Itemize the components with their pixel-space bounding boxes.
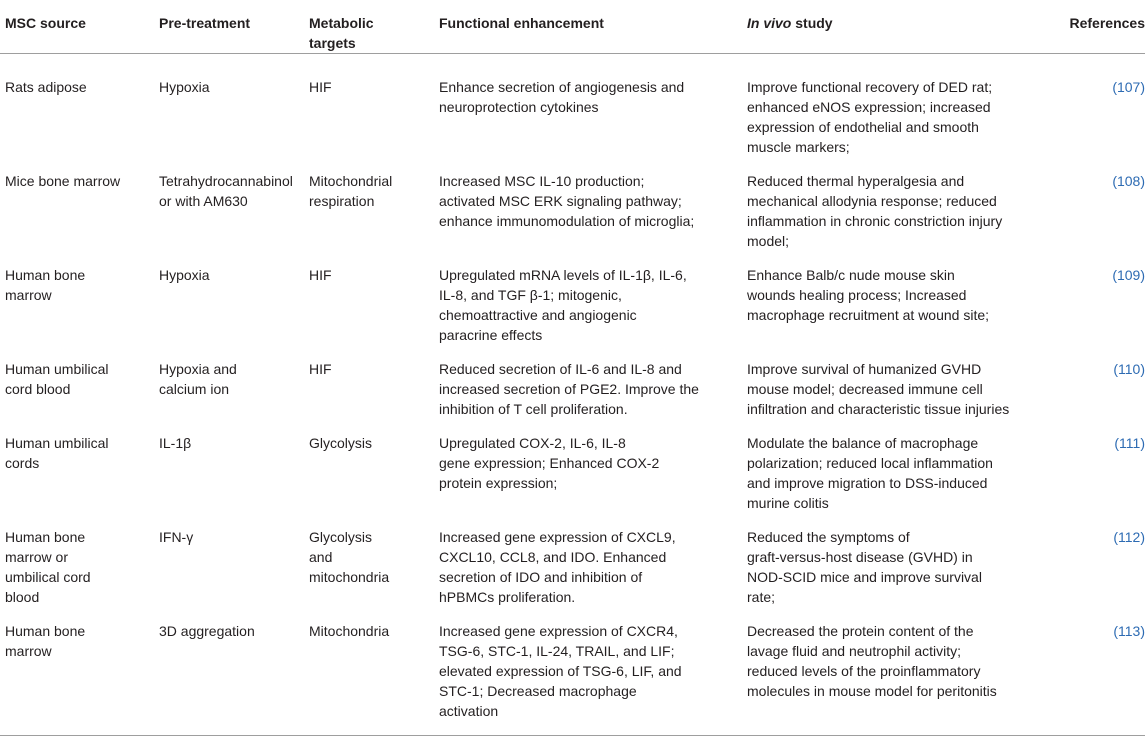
cell-metabolic-targets <box>309 253 439 347</box>
header-metabolic-targets-line1: Metabolic <box>309 15 374 31</box>
cell-line: polarization; reduced local inflammation <box>747 455 993 471</box>
cell-pre-treatment <box>159 421 309 515</box>
table-row <box>0 347 1145 421</box>
cell-pre-treatment <box>159 54 309 160</box>
cell-line: Human bone <box>5 529 86 545</box>
cell-line: IL-8, and TGF β-1; mitogenic, <box>439 287 622 303</box>
cell-in-vivo-study <box>747 609 1041 736</box>
cell-msc-source <box>0 421 159 515</box>
cell-line: enhanced eNOS expression; increased <box>747 99 991 115</box>
cell-pre-treatment <box>159 609 309 736</box>
cell-pre-treatment <box>159 347 309 421</box>
header-in-vivo-italic: In vivo <box>747 15 792 31</box>
cell-line: Hypoxia <box>159 267 210 283</box>
header-in-vivo-rest: study <box>791 15 833 31</box>
reference-link[interactable]: (107) <box>1112 79 1145 95</box>
reference-link[interactable]: (110) <box>1113 361 1145 377</box>
cell-functional-enhancement <box>439 609 747 736</box>
cell-metabolic-targets <box>309 54 439 160</box>
cell-line: Improve functional recovery of DED rat; <box>747 79 993 95</box>
cell-line: muscle markers; <box>747 139 850 155</box>
cell-line: activation <box>439 703 499 719</box>
reference-link[interactable]: (111) <box>1114 435 1145 451</box>
cell-line: umbilical cord <box>5 569 91 585</box>
cell-line: blood <box>5 589 40 605</box>
cell-line: inhibition of T cell proliferation. <box>439 401 628 417</box>
cell-line: Increased gene expression of CXCL9, <box>439 529 676 545</box>
cell-line: Mitochondrial <box>309 173 393 189</box>
cell-msc-source <box>0 347 159 421</box>
cell-metabolic-targets <box>309 609 439 736</box>
cell-line: Enhance secretion of angiogenesis and <box>439 79 685 95</box>
cell-line: calcium ion <box>159 381 230 397</box>
cell-functional-enhancement <box>439 421 747 515</box>
cell-msc-source <box>0 253 159 347</box>
cell-line: protein expression; <box>439 475 558 491</box>
cell-line: HIF <box>309 79 332 95</box>
cell-functional-enhancement <box>439 515 747 609</box>
cell-line: enhance immunomodulation of microglia; <box>439 213 695 229</box>
header-in-vivo-study <box>747 0 1041 54</box>
cell-line: respiration <box>309 193 375 209</box>
cell-line: cords <box>5 455 40 471</box>
cell-line: secretion of IDO and inhibition of <box>439 569 643 585</box>
cell-pre-treatment <box>159 159 309 253</box>
cell-functional-enhancement <box>439 347 747 421</box>
cell-line: hPBMCs proliferation. <box>439 589 576 605</box>
cell-in-vivo-study <box>747 54 1041 160</box>
cell-line: Human umbilical <box>5 361 109 377</box>
cell-line: Mitochondria <box>309 623 390 639</box>
cell-functional-enhancement <box>439 253 747 347</box>
cell-line: Upregulated mRNA levels of IL-1β, IL-6, <box>439 267 687 283</box>
cell-line: marrow <box>5 643 52 659</box>
table-row <box>0 253 1145 347</box>
cell-line: murine colitis <box>747 495 829 511</box>
cell-line: Human umbilical <box>5 435 109 451</box>
cell-line: activated MSC ERK signaling pathway; <box>439 193 682 209</box>
cell-line: TSG-6, STC-1, IL-24, TRAIL, and LIF; <box>439 643 675 659</box>
cell-line: paracrine effects <box>439 327 543 343</box>
cell-line: reduced levels of the proinflammatory <box>747 663 981 679</box>
cell-line: and improve migration to DSS-induced <box>747 475 988 491</box>
header-metabolic-targets <box>309 0 439 54</box>
cell-functional-enhancement <box>439 54 747 160</box>
cell-line: and <box>309 549 333 565</box>
table-row <box>0 54 1145 160</box>
cell-line: inflammation in chronic constriction injury <box>747 213 1003 229</box>
reference-link[interactable]: (112) <box>1113 529 1145 545</box>
table-body <box>0 54 1145 736</box>
header-row <box>0 0 1145 54</box>
cell-line: CXCL10, CCL8, and IDO. Enhanced <box>439 549 667 565</box>
cell-line: neuroprotection cytokines <box>439 99 599 115</box>
cell-line: Upregulated COX-2, IL-6, IL-8 <box>439 435 626 451</box>
cell-pre-treatment <box>159 253 309 347</box>
cell-metabolic-targets <box>309 515 439 609</box>
header-functional-enhancement: Functional enhancement <box>439 0 747 54</box>
cell-line: Glycolysis <box>309 529 373 545</box>
cell-msc-source <box>0 54 159 160</box>
cell-line: marrow <box>5 287 52 303</box>
cell-msc-source <box>0 515 159 609</box>
cell-metabolic-targets <box>309 347 439 421</box>
cell-line: infiltration and characteristic tissue injuries <box>747 401 1010 417</box>
cell-line: mouse model; decreased immune cell <box>747 381 983 397</box>
header-pre-treatment: Pre-treatment <box>159 0 309 54</box>
table-row <box>0 609 1145 736</box>
cell-line: Mice bone marrow <box>5 173 121 189</box>
cell-line: gene expression; Enhanced COX-2 <box>439 455 660 471</box>
cell-line: Enhance Balb/c nude mouse skin <box>747 267 955 283</box>
cell-line: 3D aggregation <box>159 623 255 639</box>
table-row <box>0 421 1145 515</box>
cell-line: Glycolysis <box>309 435 373 451</box>
cell-line: Human bone <box>5 267 86 283</box>
table-row <box>0 159 1145 253</box>
cell-line: Rats adipose <box>5 79 87 95</box>
cell-line: macrophage recruitment at wound site; <box>747 307 990 323</box>
table-row <box>0 515 1145 609</box>
cell-line: Hypoxia and <box>159 361 237 377</box>
header-metabolic-targets-line2: targets <box>309 35 356 51</box>
cell-line: molecules in mouse model for peritonitis <box>747 683 997 699</box>
cell-line: Decreased the protein content of the <box>747 623 974 639</box>
cell-line: mitochondria <box>309 569 390 585</box>
cell-line: Hypoxia <box>159 79 210 95</box>
reference-link[interactable]: (113) <box>1041 609 1145 736</box>
cell-line: mechanical allodynia response; reduced <box>747 193 997 209</box>
cell-line: IFN-γ <box>159 529 194 545</box>
cell-line: Modulate the balance of macrophage <box>747 435 979 451</box>
cell-msc-source <box>0 609 159 736</box>
cell-msc-source <box>0 159 159 253</box>
cell-line: Improve survival of humanized GVHD <box>747 361 982 377</box>
header-msc-source: MSC source <box>0 0 159 54</box>
cell-line: marrow or <box>5 549 69 565</box>
cell-line: Reduced secretion of IL-6 and IL-8 and <box>439 361 682 377</box>
cell-line: chemoattractive and angiogenic <box>439 307 637 323</box>
cell-functional-enhancement <box>439 159 747 253</box>
cell-in-vivo-study <box>747 159 1041 253</box>
cell-metabolic-targets <box>309 159 439 253</box>
cell-line: Reduced the symptoms of <box>747 529 910 545</box>
reference-link[interactable]: (109) <box>1112 267 1145 283</box>
cell-line: lavage fluid and neutrophil activity; <box>747 643 962 659</box>
cell-line: HIF <box>309 361 332 377</box>
cell-line: model; <box>747 233 790 249</box>
cell-line: Increased gene expression of CXCR4, <box>439 623 678 639</box>
cell-in-vivo-study <box>747 421 1041 515</box>
cell-line: HIF <box>309 267 332 283</box>
cell-line: IL-1β <box>159 435 192 451</box>
cell-line: elevated expression of TSG-6, LIF, and <box>439 663 682 679</box>
cell-line: Increased MSC IL-10 production; <box>439 173 645 189</box>
cell-line: Reduced thermal hyperalgesia and <box>747 173 965 189</box>
reference-link[interactable]: (108) <box>1112 173 1145 189</box>
cell-pre-treatment <box>159 515 309 609</box>
cell-line: cord blood <box>5 381 71 397</box>
cell-line: graft-versus-host disease (GVHD) in <box>747 549 973 565</box>
header-references: References <box>1041 0 1145 54</box>
cell-line: expression of endothelial and smooth <box>747 119 979 135</box>
cell-in-vivo-study <box>747 515 1041 609</box>
cell-line: rate; <box>747 589 776 605</box>
cell-line: NOD-SCID mice and improve survival <box>747 569 982 585</box>
cell-line: Human bone <box>5 623 86 639</box>
cell-metabolic-targets <box>309 421 439 515</box>
cell-line: or with AM630 <box>159 193 248 209</box>
cell-line: wounds healing process; Increased <box>747 287 967 303</box>
cell-in-vivo-study <box>747 347 1041 421</box>
cell-line: STC-1; Decreased macrophage <box>439 683 637 699</box>
cell-in-vivo-study <box>747 253 1041 347</box>
cell-line: increased secretion of PGE2. Improve the <box>439 381 699 397</box>
cell-line: Tetrahydrocannabinol <box>159 173 293 189</box>
